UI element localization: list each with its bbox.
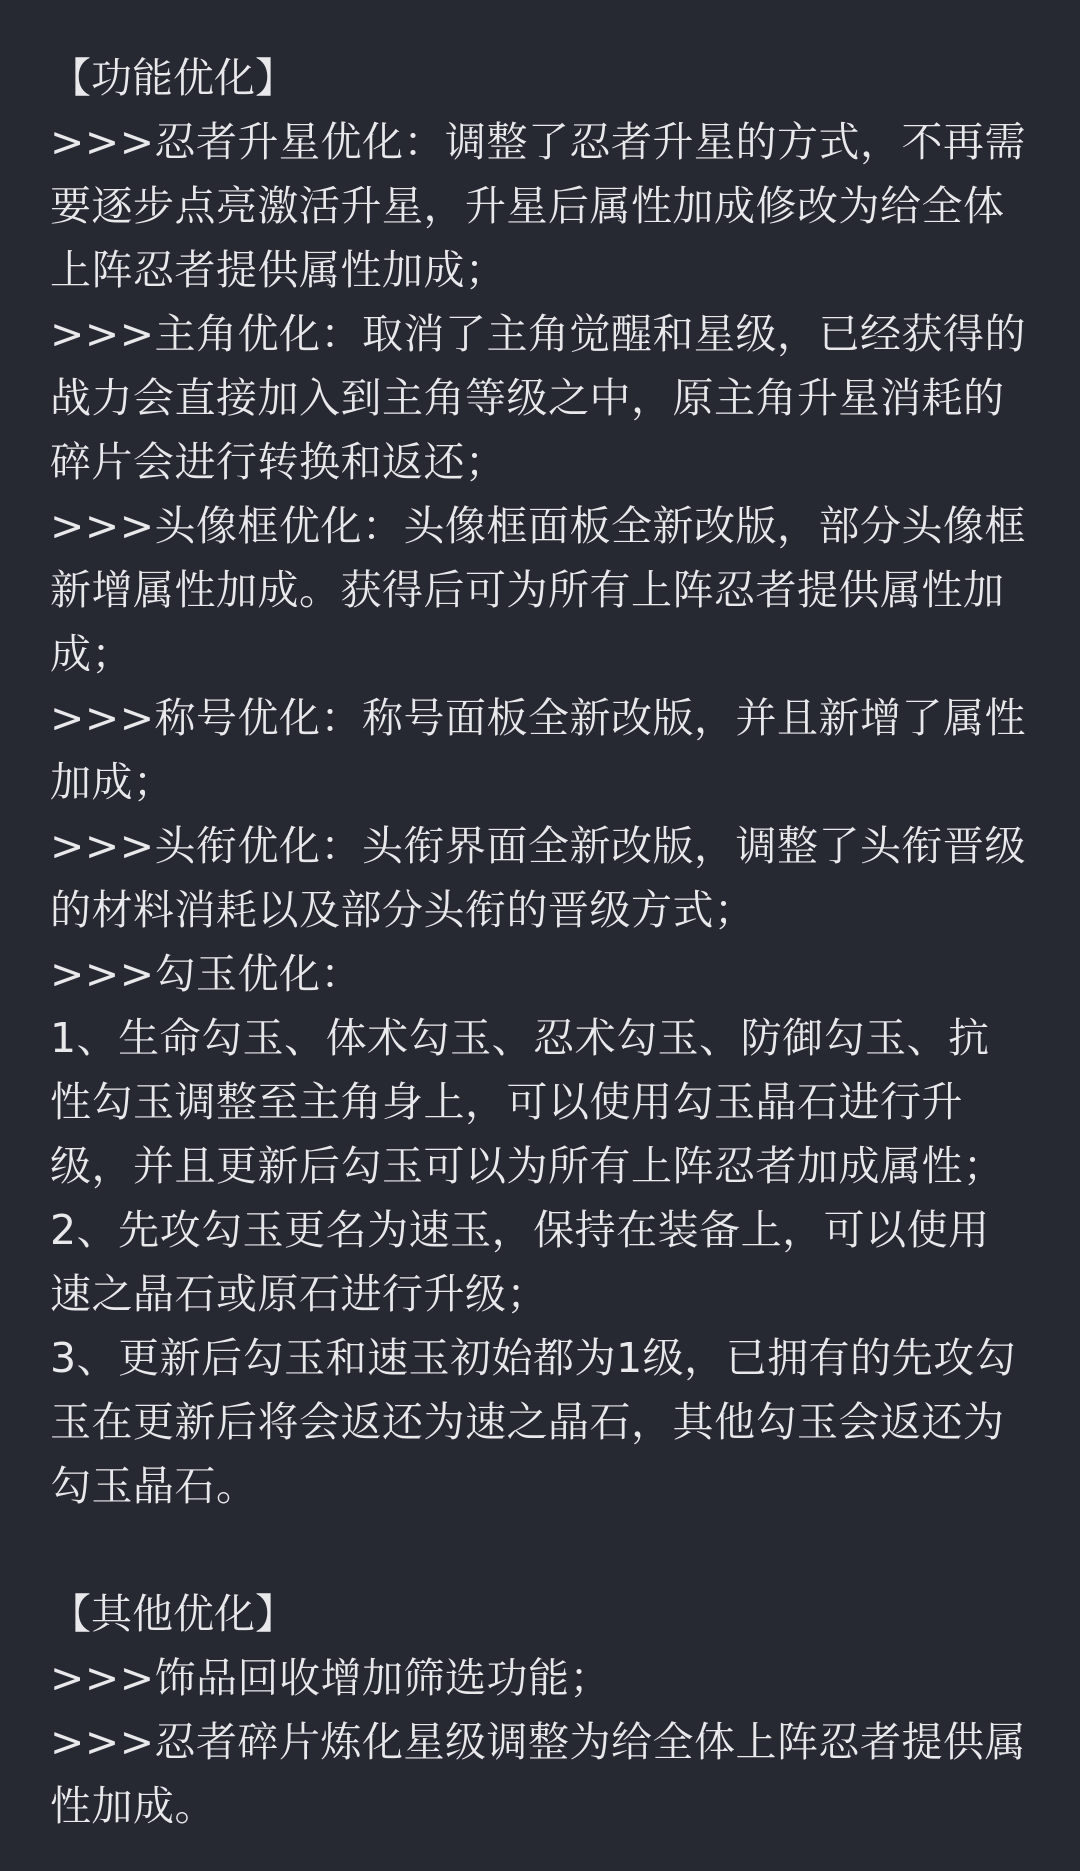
text-line: 成； (50, 630, 133, 678)
text-line: 上阵忍者提供属性加成； (50, 246, 507, 294)
text-line: 勾玉晶石。 (50, 1462, 258, 1510)
text-line: 战力会直接加入到主角等级之中，原主角升星消耗的 (50, 374, 1005, 422)
text-line: >>>头衔优化：头衔界面全新改版，调整了头衔晋级 (50, 822, 1027, 870)
text-line: 性勾玉调整至主角身上，可以使用勾玉晶石进行升 (50, 1078, 963, 1126)
text-line: 速之晶石或原石进行升级； (50, 1270, 548, 1318)
text-line: >>>忍者碎片炼化星级调整为给全体上阵忍者提供属 (50, 1718, 1027, 1766)
text-line: >>>勾玉优化： (50, 950, 363, 998)
text-line: >>>头像框优化：头像框面板全新改版，部分头像框 (50, 502, 1027, 550)
text-line: 新增属性加成。获得后可为所有上阵忍者提供属性加 (50, 566, 1005, 614)
text-line: >>>忍者升星优化：调整了忍者升星的方式，不再需 (50, 118, 1027, 166)
text-line: 级，并且更新后勾玉可以为所有上阵忍者加成属性； (50, 1142, 1005, 1190)
text-line: 要逐步点亮激活升星，升星后属性加成修改为给全体 (50, 182, 1005, 230)
text-line: 的材料消耗以及部分头衔的晋级方式； (50, 886, 756, 934)
section-spacer (50, 1518, 1050, 1582)
text-line: 1、生命勾玉、体术勾玉、忍术勾玉、防御勾玉、抗 (50, 1014, 990, 1062)
text-line: >>>称号优化：称号面板全新改版，并且新增了属性 (50, 694, 1027, 742)
text-line: 2、先攻勾玉更名为速玉，保持在装备上，可以使用 (50, 1206, 990, 1254)
section-heading-other: 【其他优化】 (50, 1590, 296, 1638)
text-line: 加成； (50, 758, 175, 806)
text-line: 性加成。 (50, 1782, 216, 1830)
text-line: >>>饰品回收增加筛选功能； (50, 1654, 612, 1702)
text-line: 碎片会进行转换和返还； (50, 438, 507, 486)
text-line: >>>主角优化：取消了主角觉醒和星级，已经获得的 (50, 310, 1027, 358)
text-line: 3、更新后勾玉和速玉初始都为1级，已拥有的先攻勾 (50, 1334, 1017, 1382)
section-heading-function: 【功能优化】 (50, 54, 296, 102)
update-notes (50, 46, 1050, 1838)
text-line: 玉在更新后将会返还为速之晶石，其他勾玉会返还为 (50, 1398, 1005, 1446)
